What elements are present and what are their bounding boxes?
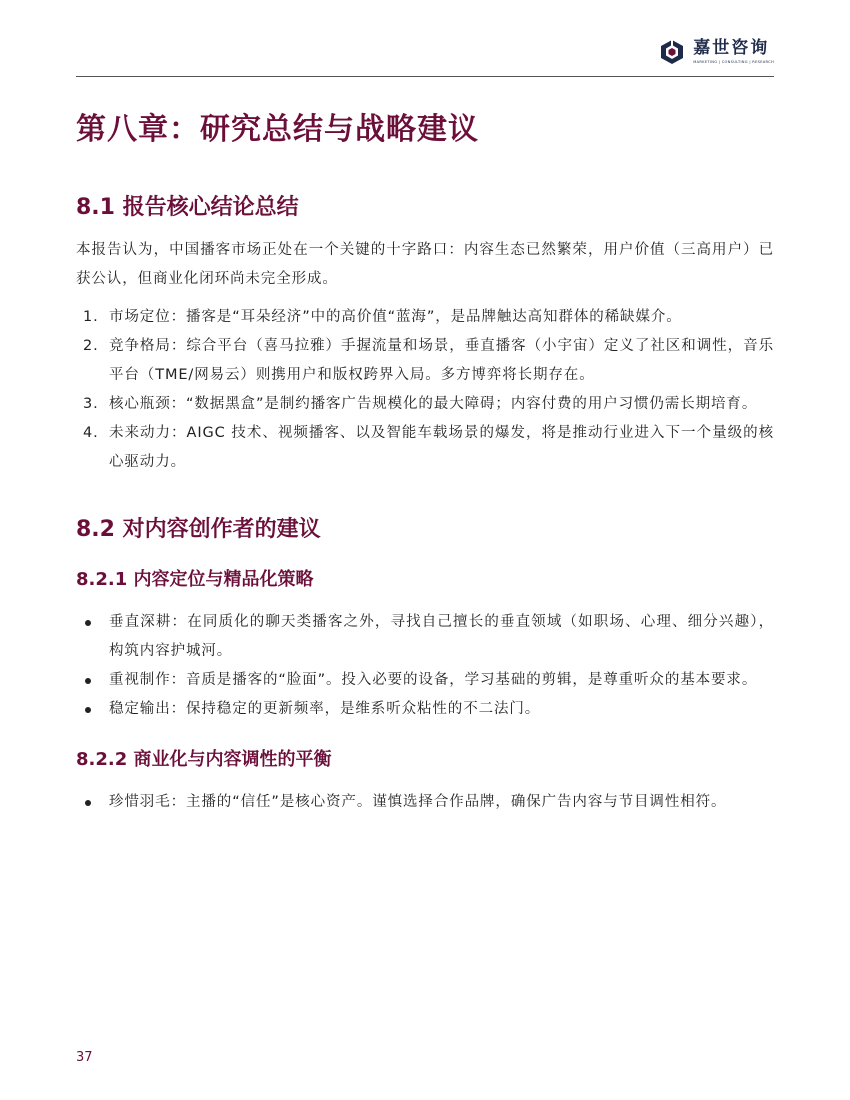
list-item xyxy=(76,332,774,390)
list-number: 2. xyxy=(83,338,99,354)
list-item xyxy=(76,666,774,695)
bullet-icon xyxy=(85,707,91,713)
list-item-text: 竞争格局：综合平台（喜马拉雅）手握流量和场景，垂直播客（小宇宙）定义了社区和调性，音乐平台（TME/网易云）则携用户和版权跨界入局。多方博弈将长期存在。 xyxy=(109,338,774,383)
section-8-1-title: 8.1 报告核心结论总结 xyxy=(76,195,299,220)
creator-strategy-list xyxy=(76,608,774,724)
brand-logo xyxy=(659,38,774,65)
subsection-8-2-2-title: 8.2.2 商业化与内容调性的平衡 xyxy=(76,749,332,770)
list-item xyxy=(76,419,774,477)
page-number: 37 xyxy=(76,1050,93,1065)
list-item-text: 核心瓶颈：“数据黑盒”是制约播客广告规模化的最大障碍；内容付费的用户习惯仍需长期培育。 xyxy=(109,396,758,412)
page-content xyxy=(76,106,774,817)
conclusions-list xyxy=(76,303,774,477)
subsection-8-2-1-title: 8.2.1 内容定位与精品化策略 xyxy=(76,569,314,590)
logo-mark-icon xyxy=(659,39,685,65)
bullet-icon xyxy=(85,678,91,684)
logo-tagline: MARKETING | CONSULTING | RESEARCH xyxy=(693,60,774,64)
list-item-text: 珍惜羽毛：主播的“信任”是核心资产。谨慎选择合作品牌，确保广告内容与节目调性相符。 xyxy=(109,794,727,810)
page-header xyxy=(76,30,774,77)
list-item xyxy=(76,608,774,666)
bullet-icon xyxy=(85,620,91,626)
list-item-text: 稳定输出：保持稳定的更新频率，是维系听众粘性的不二法门。 xyxy=(109,701,541,717)
list-item-text: 市场定位：播客是“耳朵经济”中的高价值“蓝海”，是品牌触达高知群体的稀缺媒介。 xyxy=(109,309,682,325)
list-number: 1. xyxy=(83,309,99,325)
section-8-1-intro: 本报告认为，中国播客市场正处在一个关键的十字路口：内容生态已然繁荣，用户价值（三高用户）已获公认，但商业化闭环尚未完全形成。 xyxy=(76,242,774,287)
bullet-icon xyxy=(85,800,91,806)
list-item-text: 未来动力：AIGC 技术、视频播客、以及智能车载场景的爆发，将是推动行业进入下一个量级的核心驱动力。 xyxy=(109,425,774,470)
list-item xyxy=(76,390,774,419)
list-item xyxy=(76,788,774,817)
monetization-balance-list xyxy=(76,788,774,817)
section-8-2-title: 8.2 对内容创作者的建议 xyxy=(76,517,321,542)
chapter-title: 第八章：研究总结与战略建议 xyxy=(76,112,479,147)
logo-name: 嘉世咨询 xyxy=(693,38,770,58)
list-number: 4. xyxy=(83,425,99,441)
list-item-text: 垂直深耕：在同质化的聊天类播客之外，寻找自己擅长的垂直领域（如职场、心理、细分兴趣），构筑内容护城河。 xyxy=(109,614,774,659)
list-item xyxy=(76,303,774,332)
list-number: 3. xyxy=(83,396,99,412)
list-item-text: 重视制作：音质是播客的“脸面”。投入必要的设备，学习基础的剪辑，是尊重听众的基本要求。 xyxy=(109,672,758,688)
list-item xyxy=(76,695,774,724)
